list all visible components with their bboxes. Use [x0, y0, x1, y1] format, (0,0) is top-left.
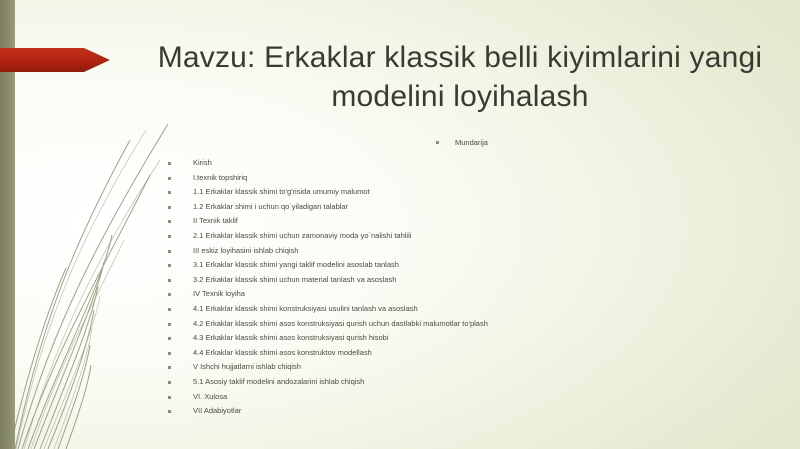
list-item — [168, 246, 768, 261]
slide-title-block — [150, 38, 770, 116]
bullet-icon — [168, 250, 171, 253]
red-arrow-banner — [0, 42, 110, 78]
list-item-label: 1.1 Erkaklar klassik shimi to'g'risida umumiy malumot — [193, 187, 370, 197]
bullet-icon — [168, 235, 171, 238]
list-item — [168, 187, 768, 202]
list-item — [168, 173, 768, 188]
list-item-label: VI. Xulosa — [193, 391, 228, 401]
list-item — [168, 216, 768, 231]
list-item-label: Kirish — [193, 158, 212, 167]
list-item-label: 4.4 Erkaklar klassik shimi asos konstruktov modellash — [193, 347, 372, 357]
list-item — [168, 348, 768, 363]
bullet-icon — [168, 366, 171, 369]
list-item — [168, 319, 768, 334]
bullet-icon — [168, 206, 171, 209]
list-item-label: V Ishchi hujjatlarni ishlab chiqish — [193, 362, 301, 372]
list-item — [168, 231, 768, 246]
bullet-icon — [168, 352, 171, 355]
list-item-label: 4.1 Erkaklar klassik shimi konstruksiyasi usulini tanlash va asoslash — [193, 303, 418, 313]
bullet-icon — [168, 381, 171, 384]
list-item-label: IV Texnik loyiha — [193, 289, 245, 299]
list-item-label: III eskiz loyihasini ishlab chiqish — [193, 245, 299, 255]
bullet-icon — [436, 141, 439, 144]
section-heading-row — [168, 138, 768, 154]
list-item-label: I.texnik topshiriq — [193, 172, 248, 182]
bullet-icon — [168, 177, 171, 180]
bullet-icon — [168, 308, 171, 311]
bullet-icon — [168, 191, 171, 194]
page-title: Mavzu: Erkaklar klassik belli kiyimlarini yangi modelini loyihalash — [157, 41, 763, 113]
list-item — [168, 406, 768, 421]
list-item-label: VII Adabiyotlar — [193, 406, 242, 416]
bullet-icon — [168, 293, 171, 296]
list-item — [168, 260, 768, 275]
list-item-label: 3.2 Erkaklar klassik shimi uchun material tanlash va asoslash — [193, 274, 397, 284]
bullet-icon — [168, 396, 171, 399]
list-item-label: II Texnik taklif — [193, 216, 238, 226]
list-item — [168, 333, 768, 348]
bullet-icon — [168, 264, 171, 267]
list-item — [168, 158, 768, 173]
list-item — [168, 289, 768, 304]
list-item — [168, 304, 768, 319]
list-item-label: 3.1 Erkaklar klassik shimi yangi taklif modelini asoslab tanlash — [193, 260, 399, 270]
list-item — [168, 392, 768, 407]
bullet-icon — [168, 220, 171, 223]
list-item-label: 4.3 Erkaklar klassik shimi asos konstruksiyasi qurish hisobi — [193, 333, 389, 343]
bullet-icon — [168, 337, 171, 340]
list-item-label: 1.2 Erkaklar shimi i uchun qo`yiladigan talablar — [193, 201, 349, 211]
list-item-label: 4.2 Erkaklar klassik shimi asos konstruksiyasi qurish uchun dastlabki malumotlar to'plash — [193, 318, 488, 328]
bullet-icon — [168, 279, 171, 282]
bullet-icon — [168, 410, 171, 413]
table-of-contents — [168, 158, 768, 421]
list-item-label: 5.1 Asosiy taklif modelini andozalarini ishlab chiqish — [193, 376, 365, 386]
list-item — [168, 362, 768, 377]
list-item-label: 2.1 Erkaklar klassik shimi uchun zamonaviy moda yo`nalishi tahlili — [193, 230, 412, 240]
list-item — [168, 275, 768, 290]
list-item — [168, 202, 768, 217]
bullet-icon — [168, 162, 171, 165]
bullet-icon — [168, 323, 171, 326]
slide-content — [168, 138, 768, 421]
section-heading: Mundarija — [455, 138, 488, 147]
list-item — [168, 377, 768, 392]
